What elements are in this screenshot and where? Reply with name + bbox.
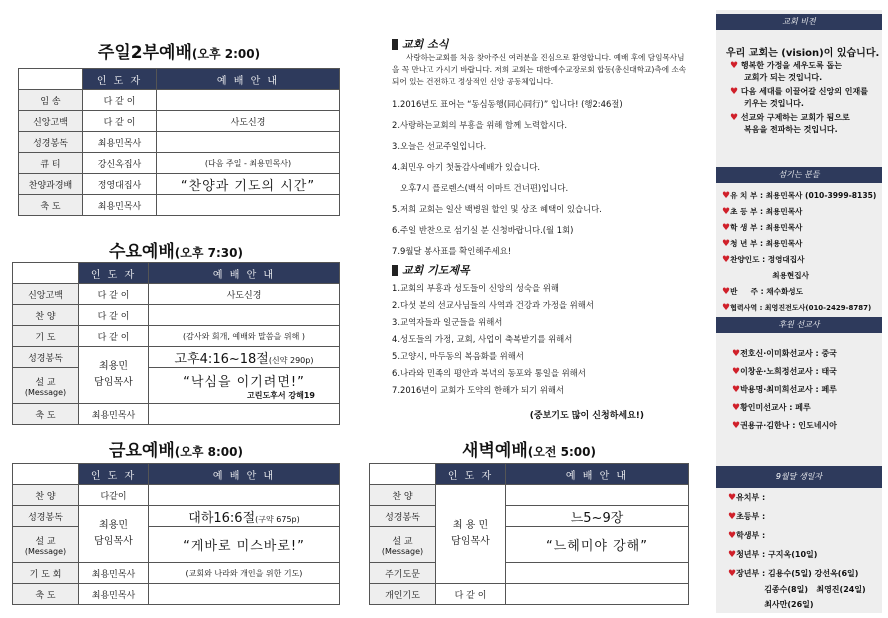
- table-header-row: 인 도 자 예 배 안 내: [19, 69, 340, 90]
- list-item: 최용현집사: [722, 271, 809, 280]
- heading-marker-icon: [392, 265, 398, 276]
- heart-icon: ♥: [730, 61, 739, 71]
- sunday2-table: [18, 68, 340, 216]
- vision-heading: 교회 비전: [716, 14, 882, 30]
- heart-icon: ♥: [728, 531, 737, 541]
- table-row: 축 도 최용민목사: [19, 195, 340, 216]
- list-item: 1.교회의 부흥과 성도들이 신앙의 성숙을 위해: [392, 283, 559, 293]
- table-row: 성경봉독 최용민 담임목사 대하16:6절(구약 675p): [13, 506, 340, 527]
- table-row: 성경봉독 최용민 담임목사 고후4:16~18절(신약 290p): [13, 347, 340, 368]
- table-row: 주기도문: [370, 563, 689, 584]
- heart-icon: ♥: [732, 367, 741, 377]
- table-row: 찬 양 다같이: [13, 485, 340, 506]
- heart-icon: ♥: [722, 287, 731, 297]
- list-item: ♥유치부 :: [728, 493, 766, 503]
- list-item: 6.주일 반찬으로 섬기실 분 신청바랍니다.(월 1회): [392, 225, 574, 235]
- table-row: 찬 양 다 같 이: [13, 305, 340, 326]
- list-item: 1.2016년도 표어는 “동심동행(同心同行)” 입니다! (행2:46절): [392, 99, 623, 109]
- table-row: 설 교 (Message) “게바로 미스바로!”: [13, 527, 340, 563]
- list-item: 6.나라와 민족의 평안과 북녁의 동포와 통일을 위해서: [392, 368, 586, 378]
- heart-icon: ♥: [732, 349, 741, 359]
- list-item: ♥유 치 부 : 최용민목사 (010-3999-8135): [722, 191, 877, 201]
- birthdays-heading: 9월달 생일자: [716, 466, 882, 488]
- table-row: 큐 티 강신옥집사 (다음 주일 - 최용민목사): [19, 153, 340, 174]
- friday-title: 금요예배(오후 8:00): [109, 441, 243, 461]
- table-header-row: 인 도 자 예 배 안 내: [370, 464, 689, 485]
- list-item: 2.사랑하는교회의 부흥을 위해 함께 노력합시다.: [392, 120, 568, 130]
- heart-icon: ♥: [732, 385, 741, 395]
- heart-icon: ♥: [722, 303, 731, 313]
- list-item: ♥권용규·김한나 : 인도네시아: [732, 421, 837, 431]
- table-row: 축 도 최용민목사: [13, 404, 340, 425]
- list-item: 3.교역자들과 일군들을 위해서: [392, 317, 503, 327]
- list-item: ♥청년부 : 구지옥(10일): [728, 550, 818, 560]
- friday-table: [12, 463, 340, 605]
- list-item: 최사만(26일): [728, 600, 814, 609]
- list-item: ♥이창운·노희정선교사 : 태국: [732, 367, 837, 377]
- news-list: [392, 96, 692, 260]
- heart-icon: ♥: [722, 207, 731, 217]
- vision-list: [730, 60, 882, 136]
- prayer-heading: 교회 기도제목: [392, 262, 470, 278]
- list-item: ♥반 주 : 채수화성도: [722, 287, 803, 297]
- list-item: 4.최민우 아기 첫돌감사예배가 있습니다.: [392, 162, 541, 172]
- table-row: 축 도 최용민목사: [13, 584, 340, 605]
- list-item: 7.2016년이 교회가 도약의 한해가 되기 위해서: [392, 385, 565, 395]
- table-row: 성경봉독 느5~9장: [370, 506, 689, 527]
- list-item: ♥장년부 : 김용수(5일) 강선옥(6일): [728, 569, 859, 579]
- news-intro: 사랑하는교회를 처음 찾아주신 여러분을 진심으로 환영합니다. 예배 후에 담임목사님을 꼭 만나고 가시기 바랍니다. 저희 교회는 대한예수교장로회 합동(총신대학교)측에 소속되어 있는 건전하고 정상적인 신앙 공동체입니다.: [392, 53, 687, 86]
- list-item: ♥청 년 부 : 최용민목사: [722, 239, 803, 249]
- heart-icon: ♥: [728, 512, 737, 522]
- prayer-footer: (중보기도 많이 신청하세요!): [529, 411, 644, 421]
- table-row: 개인기도 다 같 이: [370, 584, 689, 605]
- list-item: 5.저희 교회는 일산 백병원 할인 및 상조 혜택이 있습니다.: [392, 204, 602, 214]
- list-item: ♥초등부 :: [728, 512, 766, 522]
- list-item: 3.오늘은 선교주일입니다.: [392, 141, 487, 151]
- preacher-cell: 최용민 담임목사: [79, 506, 149, 563]
- list-item: 오후7시 플로렌스(백석 이마트 건너편)입니다.: [400, 183, 569, 193]
- heart-icon: ♥: [728, 550, 737, 560]
- table-row: 신앙고백 다 같 이 사도신경: [13, 284, 340, 305]
- list-item: 김종수(8일) 최영진(24일): [728, 585, 866, 594]
- table-row: 기 도 다 같 이 (감사와 회개, 예배와 말씀을 위해 ): [13, 326, 340, 347]
- sunday2-title: 주일2부예배(오후 2:00): [97, 43, 261, 63]
- list-item: ♥초 등 부 : 최용민목사: [722, 207, 803, 217]
- list-item: ♥황인미선교사 : 페루: [732, 403, 811, 413]
- dawn-table: [369, 463, 689, 605]
- heart-icon: ♥: [722, 255, 731, 265]
- list-item: ♥ 다음 세대를 이끌어갈 신앙의 인재를 키우는 것입니다.: [730, 87, 868, 108]
- list-item: 4.성도들의 가정, 교회, 사업이 축복받기를 위해서: [392, 334, 573, 344]
- list-item: 2.다섯 분의 선교사님들의 사역과 건강과 가정을 위해서: [392, 300, 594, 310]
- preacher-cell: 최용민 담임목사: [79, 347, 149, 404]
- list-item: 7.9월달 봉사표를 확인해주세요!: [392, 246, 512, 256]
- news-heading: 교회 소식: [392, 36, 448, 52]
- birthdays-list: [728, 490, 882, 612]
- table-row: 성경봉독 최용민목사: [19, 132, 340, 153]
- list-item: 5.고양시, 마두동의 복음화를 위해서: [392, 351, 524, 361]
- table-row: 신앙고백 다 같 이 사도신경: [19, 111, 340, 132]
- list-item: ♥찬양인도 : 정영대집사: [722, 255, 805, 265]
- table-header-row: 인 도 자 예 배 안 내: [13, 263, 340, 284]
- table-row: 설 교 (Message) “느헤미야 강해”: [370, 527, 689, 563]
- list-item: ♥ 행복한 가정을 세우도록 돕는 교회가 되는 것입니다.: [730, 61, 842, 82]
- table-header-row: 인 도 자 예 배 안 내: [13, 464, 340, 485]
- table-row: 설 교 (Message) “낙심을 이기려면!” 고린도후서 강해19: [13, 368, 340, 404]
- missionaries-list: [732, 345, 882, 435]
- list-item: ♥ 선교와 구제하는 교회가 됨으로 복음을 전파하는 것입니다.: [730, 113, 850, 134]
- heart-icon: ♥: [722, 223, 731, 233]
- table-row: 찬양과경배 정영대집사 “찬양과 기도의 시간”: [19, 174, 340, 195]
- heart-icon: ♥: [730, 113, 739, 123]
- dawn-title: 새벽예배(오전 5:00): [462, 441, 596, 461]
- table-row: 찬 양 최 용 민 담임목사: [370, 485, 689, 506]
- heart-icon: ♥: [730, 87, 739, 97]
- table-row: 기 도 회 최용민목사 (교회와 나라와 개인을 위한 기도): [13, 563, 340, 584]
- heart-icon: ♥: [732, 403, 741, 413]
- preacher-cell: 최 용 민 담임목사: [436, 485, 506, 584]
- list-item: ♥박용명·최미희선교사 : 페루: [732, 385, 837, 395]
- list-item: ♥학 생 부 : 최용민목사: [722, 223, 803, 233]
- missionaries-heading: 후원 선교사: [716, 317, 882, 333]
- list-item: ♥협력사역 : 최영진전도사(010-2429-8787): [722, 303, 872, 313]
- prayer-list: [392, 280, 692, 399]
- heart-icon: ♥: [728, 569, 737, 579]
- servants-list: [722, 188, 882, 316]
- heart-icon: ♥: [722, 239, 731, 249]
- list-item: ♥전호신·이미화선교사 : 중국: [732, 349, 837, 359]
- vision-lead: 우리 교회는 (vision)이 있습니다.: [726, 48, 880, 59]
- table-row: 임 송 다 같 이: [19, 90, 340, 111]
- servants-heading: 섬기는 분들: [716, 167, 882, 183]
- heart-icon: ♥: [728, 493, 737, 503]
- heart-icon: ♥: [722, 191, 731, 201]
- wednesday-title: 수요예배(오후 7:30): [109, 242, 243, 262]
- heading-marker-icon: [392, 39, 398, 50]
- wednesday-table: [12, 262, 340, 425]
- list-item: ♥학생부 :: [728, 531, 766, 541]
- heart-icon: ♥: [732, 421, 741, 431]
